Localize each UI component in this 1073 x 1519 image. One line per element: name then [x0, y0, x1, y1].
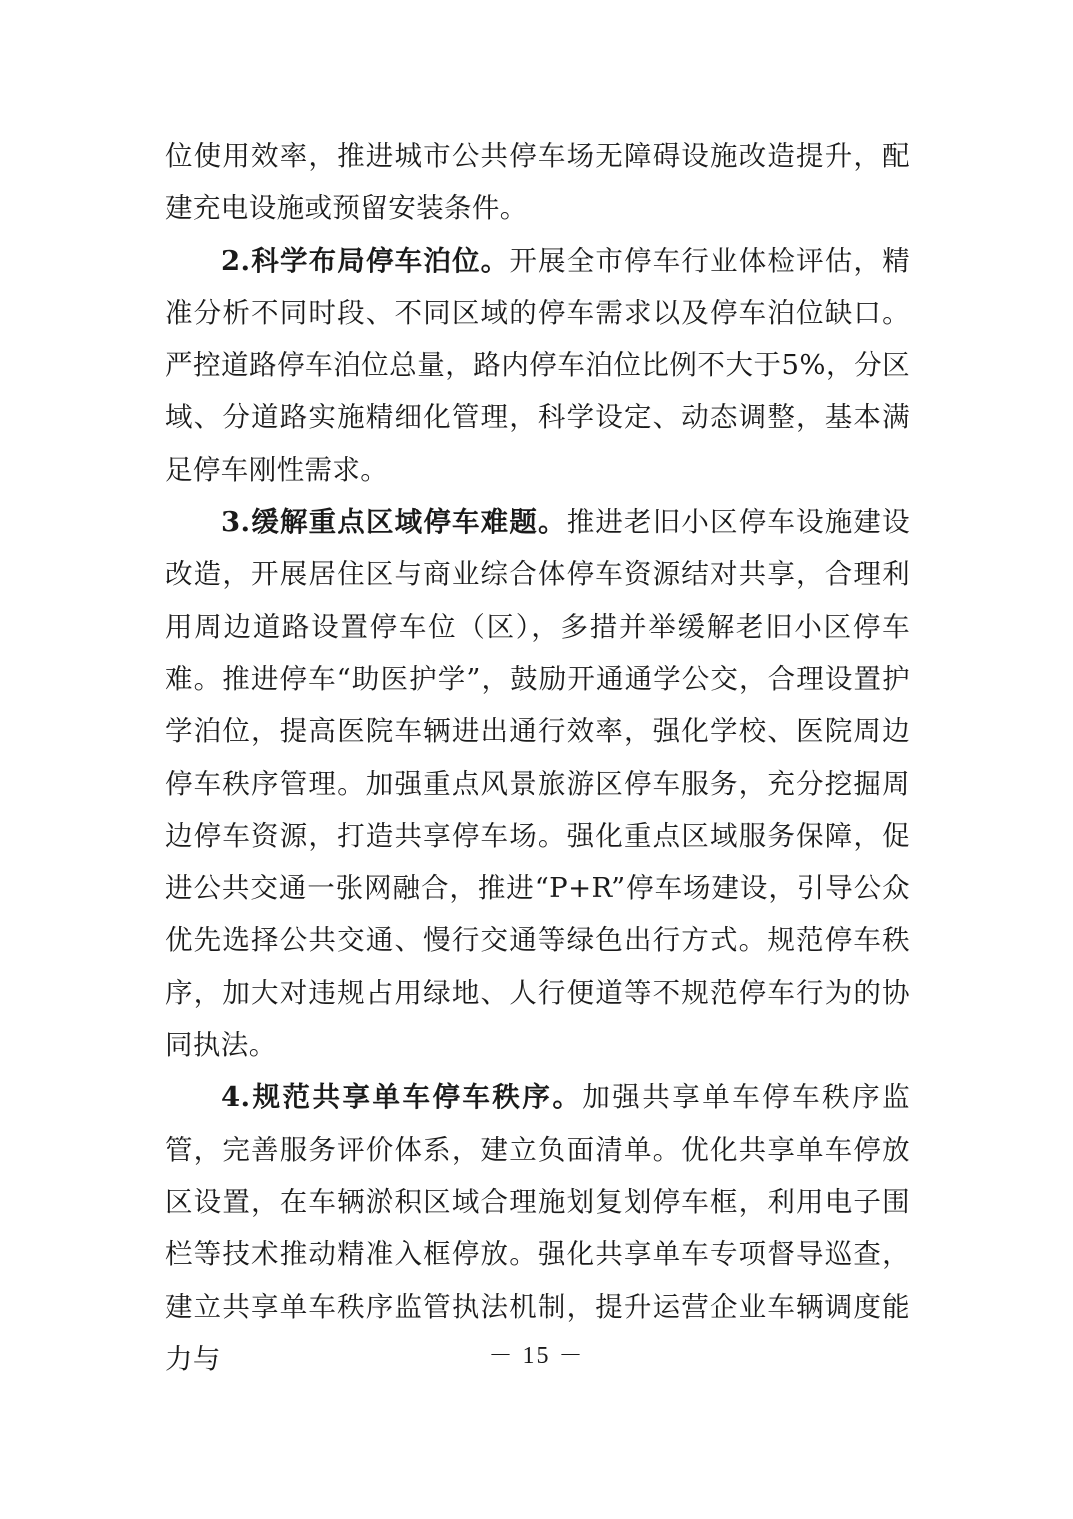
paragraph-text: 开展全市停车行业体检评估，精准分析不同时段、不同区域的停车需求以及停车泊位缺口。严控道路停车泊位总量，路内停车泊位比例不大于5%，分区域、分道路实施精细化管理，科学设定、动态调整，基本满足停车刚性需求。: [165, 244, 910, 486]
paragraph-text: 推进老旧小区停车设施建设改造，开展居住区与商业综合体停车资源结对共享，合理利用周边道路设置停车位（区），多措并举缓解老旧小区停车难。推进停车“助医护学”，鼓励开通通学公交，合理设置护学泊位，提高医院车辆进出通行效率，强化学校、医院周边停车秩序管理。加强重点风景旅游区停车服务，充分挖掘周边停车资源，打造共享停车场。强化重点区域服务保障，促进公共交通一张网融合，推进“P+R”停车场建设，引导公众优先选择公共交通、慢行交通等绿色出行方式。规范停车秩序，加大对违规占用绿地、人行便道等不规范停车行为的协同执法。: [165, 506, 910, 1062]
paragraph-text: 加强共享单车停车秩序监管，完善服务评价体系，建立负面清单。优化共享单车停放区设置，在车辆淤积区域合理施划复划停车框，利用电子围栏等技术推动精准入框停放。强化共享单车专项督导巡查，建立共享单车秩序监管执法机制，提升运营企业车辆调度能力与: [165, 1081, 910, 1375]
paragraph-continued: [165, 130, 910, 235]
paragraph-key-areas: [165, 496, 910, 1071]
page-number: － 15 －: [488, 1343, 585, 1369]
paragraph-parking-layout: [165, 235, 910, 496]
section-heading: 2.科学布局停车泊位。: [221, 244, 510, 277]
paragraph-text: 位使用效率，推进城市公共停车场无障碍设施改造提升，配建充电设施或预留安装条件。: [165, 140, 910, 225]
section-heading: 3.缓解重点区域停车难题。: [221, 506, 567, 539]
document-body: [165, 130, 910, 1385]
section-heading: 4.规范共享单车停车秩序。: [221, 1081, 583, 1114]
